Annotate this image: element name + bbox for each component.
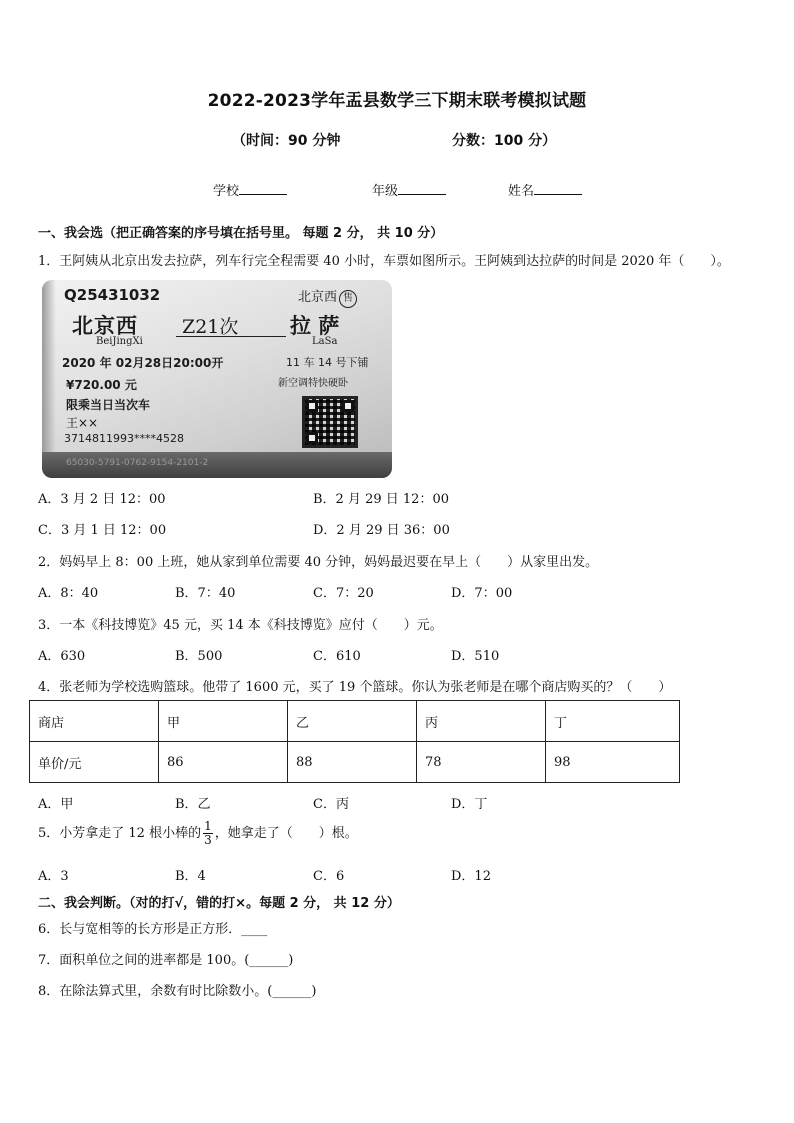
table-row: [30, 701, 680, 742]
q3-option-d[interactable]: D．510: [451, 649, 500, 664]
page-title: 2022-2023学年盂县数学三下期末联考模拟试题: [207, 91, 587, 111]
ticket-passenger: 王××: [66, 416, 99, 430]
table-cell: 98: [546, 742, 680, 783]
school-field[interactable]: [213, 180, 287, 199]
name-field[interactable]: [508, 180, 582, 199]
question-7: 7．面积单位之间的进率都是 100。(______): [38, 953, 294, 968]
q1-option-a[interactable]: A．3 月 2 日 12：00: [38, 492, 166, 507]
qr-corner-tl: [306, 400, 318, 412]
school-label: 学校: [213, 184, 240, 199]
exam-score: 分数：100 分）: [452, 133, 557, 149]
ticket-arrow-line: [176, 336, 286, 337]
q4-option-a[interactable]: A．甲: [38, 797, 74, 812]
name-label: 姓名: [508, 184, 535, 199]
ticket-validity: 限乘当日当次车: [66, 398, 151, 412]
q1-option-d[interactable]: D．2 月 29 日 36：00: [313, 523, 450, 538]
section-2-heading: 二、我会判断。（对的打√，错的打×。每题 2 分， 共 12 分）: [38, 896, 400, 911]
ticket-qr-code: [302, 396, 358, 448]
ticket-from: 北京西: [72, 314, 138, 338]
ticket-class: 新空调特快硬卧: [278, 378, 348, 389]
q5-option-b[interactable]: B．4: [175, 869, 206, 884]
q1-option-c[interactable]: C．3 月 1 日 12：00: [38, 523, 167, 538]
ticket-datetime: 2020 年 02月28日20:00开: [62, 356, 224, 370]
question-8: 8．在除法算式里，余数有时比除数小。(______): [38, 984, 317, 999]
section-1-heading: 一、我会选（把正确答案的序号填在括号里。 每题 2 分， 共 10 分）: [38, 226, 444, 241]
train-ticket-image: [42, 280, 392, 478]
question-6: 6．长与宽相等的长方形是正方形．____: [38, 922, 268, 937]
shop-price-table: [29, 700, 680, 783]
table-cell: 88: [288, 742, 417, 783]
ticket-seat: 11 车 14 号下铺: [286, 356, 369, 369]
grade-label: 年级: [372, 184, 399, 199]
q2-option-a[interactable]: A．8：40: [38, 586, 99, 601]
qr-corner-tr: [342, 400, 354, 412]
q2-option-b[interactable]: B．7：40: [175, 586, 236, 601]
ticket-to: 拉 萨: [290, 314, 340, 338]
ticket-office: [298, 286, 357, 308]
one-third-fraction: [203, 820, 213, 847]
q3-option-c[interactable]: C．610: [313, 649, 361, 664]
q5-text-after: ，她拿走了（ ）根。: [214, 826, 358, 841]
question-5: [38, 820, 358, 847]
q3-option-a[interactable]: A．630: [38, 649, 86, 664]
table-cell: 78: [417, 742, 546, 783]
ticket-to-pinyin: LaSa: [312, 336, 338, 347]
fraction-denominator: 3: [204, 833, 212, 847]
school-blank[interactable]: [239, 182, 287, 195]
ticket-from-pinyin: BeiJingXi: [96, 336, 143, 347]
q5-option-c[interactable]: C．6: [313, 869, 345, 884]
ticket-code: 65030-5791-0762-9154-2101-2: [66, 458, 209, 468]
exam-time: （时间：90 分钟: [232, 133, 341, 149]
q4-option-d[interactable]: D．丁: [451, 797, 488, 812]
question-1: 1．王阿姨从北京出发去拉萨，列车行完全程需要 40 小时，车票如图所示。王阿姨到达拉萨的时间是 2020 年（ ）。: [38, 254, 730, 269]
ticket-id-number: 3714811993****4528: [64, 432, 184, 445]
grade-blank[interactable]: [398, 182, 446, 195]
q4-option-c[interactable]: C．丙: [313, 797, 349, 812]
q5-option-d[interactable]: D．12: [451, 869, 491, 884]
fraction-numerator: 1: [204, 819, 212, 833]
ticket-shadow: [42, 280, 56, 478]
ticket-sold-badge: 售: [339, 290, 357, 308]
table-cell: 丙: [417, 701, 546, 742]
q4-option-b[interactable]: B．乙: [175, 797, 211, 812]
q5-option-a[interactable]: A．3: [38, 869, 69, 884]
table-row: [30, 742, 680, 783]
q2-option-d[interactable]: D．7：00: [451, 586, 513, 601]
question-3: 3．一本《科技博览》45 元，买 14 本《科技博览》应付（ ）元。: [38, 618, 443, 633]
q1-option-b[interactable]: B．2 月 29 日 12：00: [313, 492, 449, 507]
question-2: 2．妈妈早上 8：00 上班，她从家到单位需要 40 分钟，妈妈最迟要在早上（ ）从家里出发。: [38, 555, 599, 570]
q3-option-b[interactable]: B．500: [175, 649, 223, 664]
grade-field[interactable]: [372, 180, 446, 199]
qr-corner-bl: [306, 432, 318, 444]
ticket-bottom-band: [42, 452, 392, 478]
q5-text-before: 5．小芳拿走了 12 根小棒的: [38, 826, 202, 841]
table-cell: 甲: [159, 701, 288, 742]
question-4: 4．张老师为学校选购篮球。他带了 1600 元，买了 19 个篮球。你认为张老师是在哪个商店购买的？（ ）: [38, 680, 672, 695]
q2-option-c[interactable]: C．7：20: [313, 586, 374, 601]
table-cell: 单价/元: [30, 742, 159, 783]
table-cell: 86: [159, 742, 288, 783]
table-cell: 商店: [30, 701, 159, 742]
ticket-train-number: Z21次: [182, 316, 239, 338]
ticket-price: ¥720.00 元: [66, 378, 137, 392]
ticket-office-name: 北京西: [298, 290, 338, 305]
table-cell: 乙: [288, 701, 417, 742]
name-blank[interactable]: [534, 182, 582, 195]
table-cell: 丁: [546, 701, 680, 742]
ticket-serial: Q25431032: [64, 286, 161, 304]
